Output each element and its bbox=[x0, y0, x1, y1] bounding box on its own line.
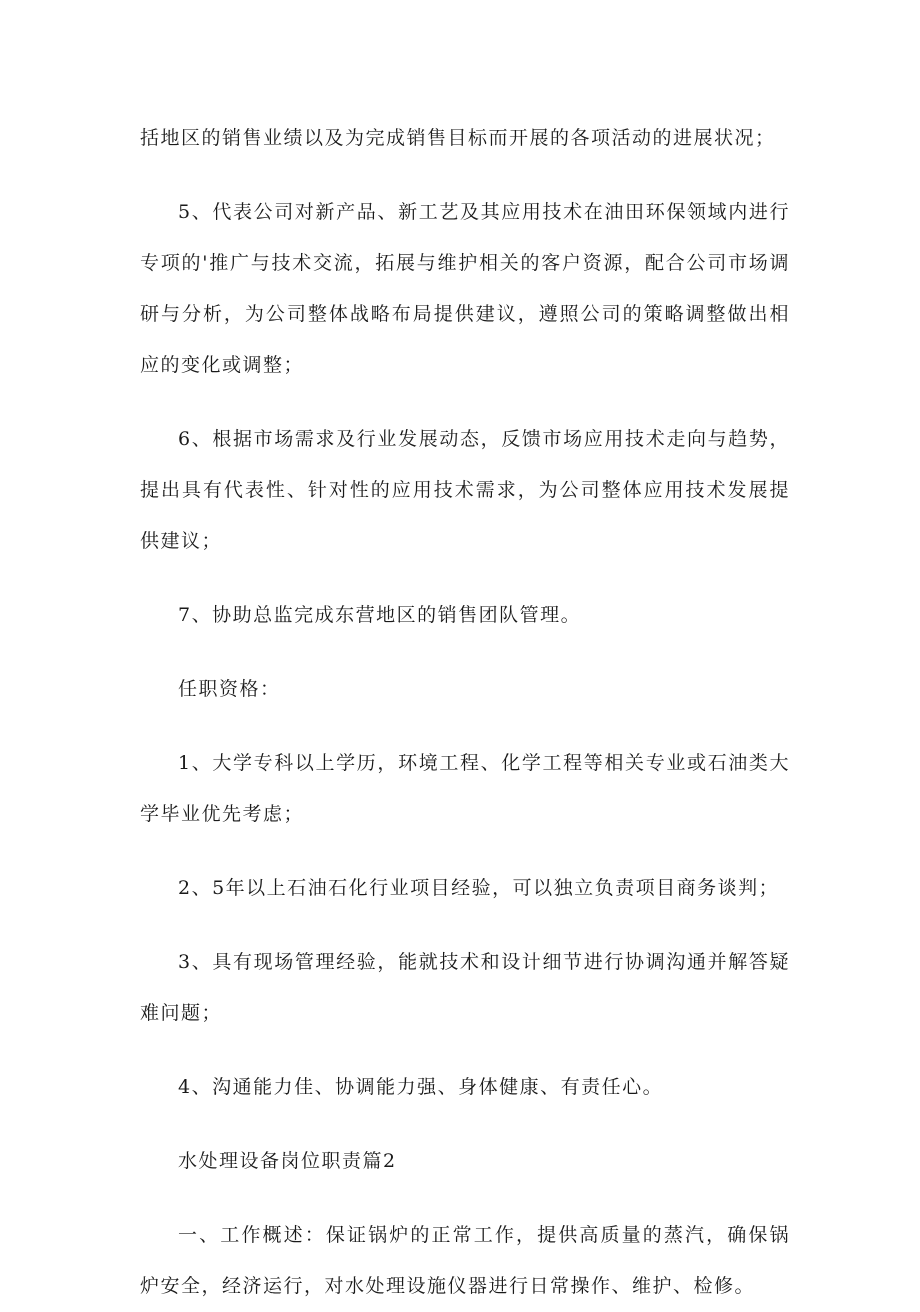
paragraph-work-overview: 一、工作概述：保证锅炉的正常工作，提供高质量的蒸汽，确保锅炉安全，经济运行，对水处理设施仪器进行日常操作、维护、检修。 bbox=[140, 1224, 790, 1297]
section-heading-article-2: 水处理设备岗位职责篇2 bbox=[178, 1150, 397, 1172]
paragraph-qualification-3: 3、具有现场管理经验，能就技术和设计细节进行协调沟通并解答疑难问题； bbox=[140, 951, 790, 1024]
paragraph-duty-6: 6、根据市场需求及行业发展动态，反馈市场应用技术走向与趋势，提出具有代表性、针对性的应用技术需求，为公司整体应用技术发展提供建议； bbox=[140, 428, 790, 552]
section-heading-qualifications: 任职资格： bbox=[178, 678, 281, 700]
paragraph-sales-progress: 括地区的销售业绩以及为完成销售目标而开展的各项活动的进展状况； bbox=[140, 127, 776, 149]
paragraph-qualification-1: 1、大学专科以上学历，环境工程、化学工程等相关专业或石油类大学毕业优先考虑； bbox=[140, 752, 790, 825]
paragraph-qualification-2: 2、5年以上石油石化行业项目经验，可以独立负责项目商务谈判； bbox=[178, 877, 780, 899]
document-body bbox=[140, 113, 790, 1312]
paragraph-duty-7: 7、协助总监完成东营地区的销售团队管理。 bbox=[178, 604, 582, 626]
paragraph-duty-5: 5、代表公司对新产品、新工艺及其应用技术在油田环保领域内进行专项的'推广与技术交流，拓展与维护相关的客户资源，配合公司市场调研与分析，为公司整体战略布局提供建议，遵照公司的策略调整做出相应的变化或调整； bbox=[140, 201, 790, 376]
paragraph-qualification-4: 4、沟通能力佳、协调能力强、身体健康、有责任心。 bbox=[178, 1076, 664, 1098]
